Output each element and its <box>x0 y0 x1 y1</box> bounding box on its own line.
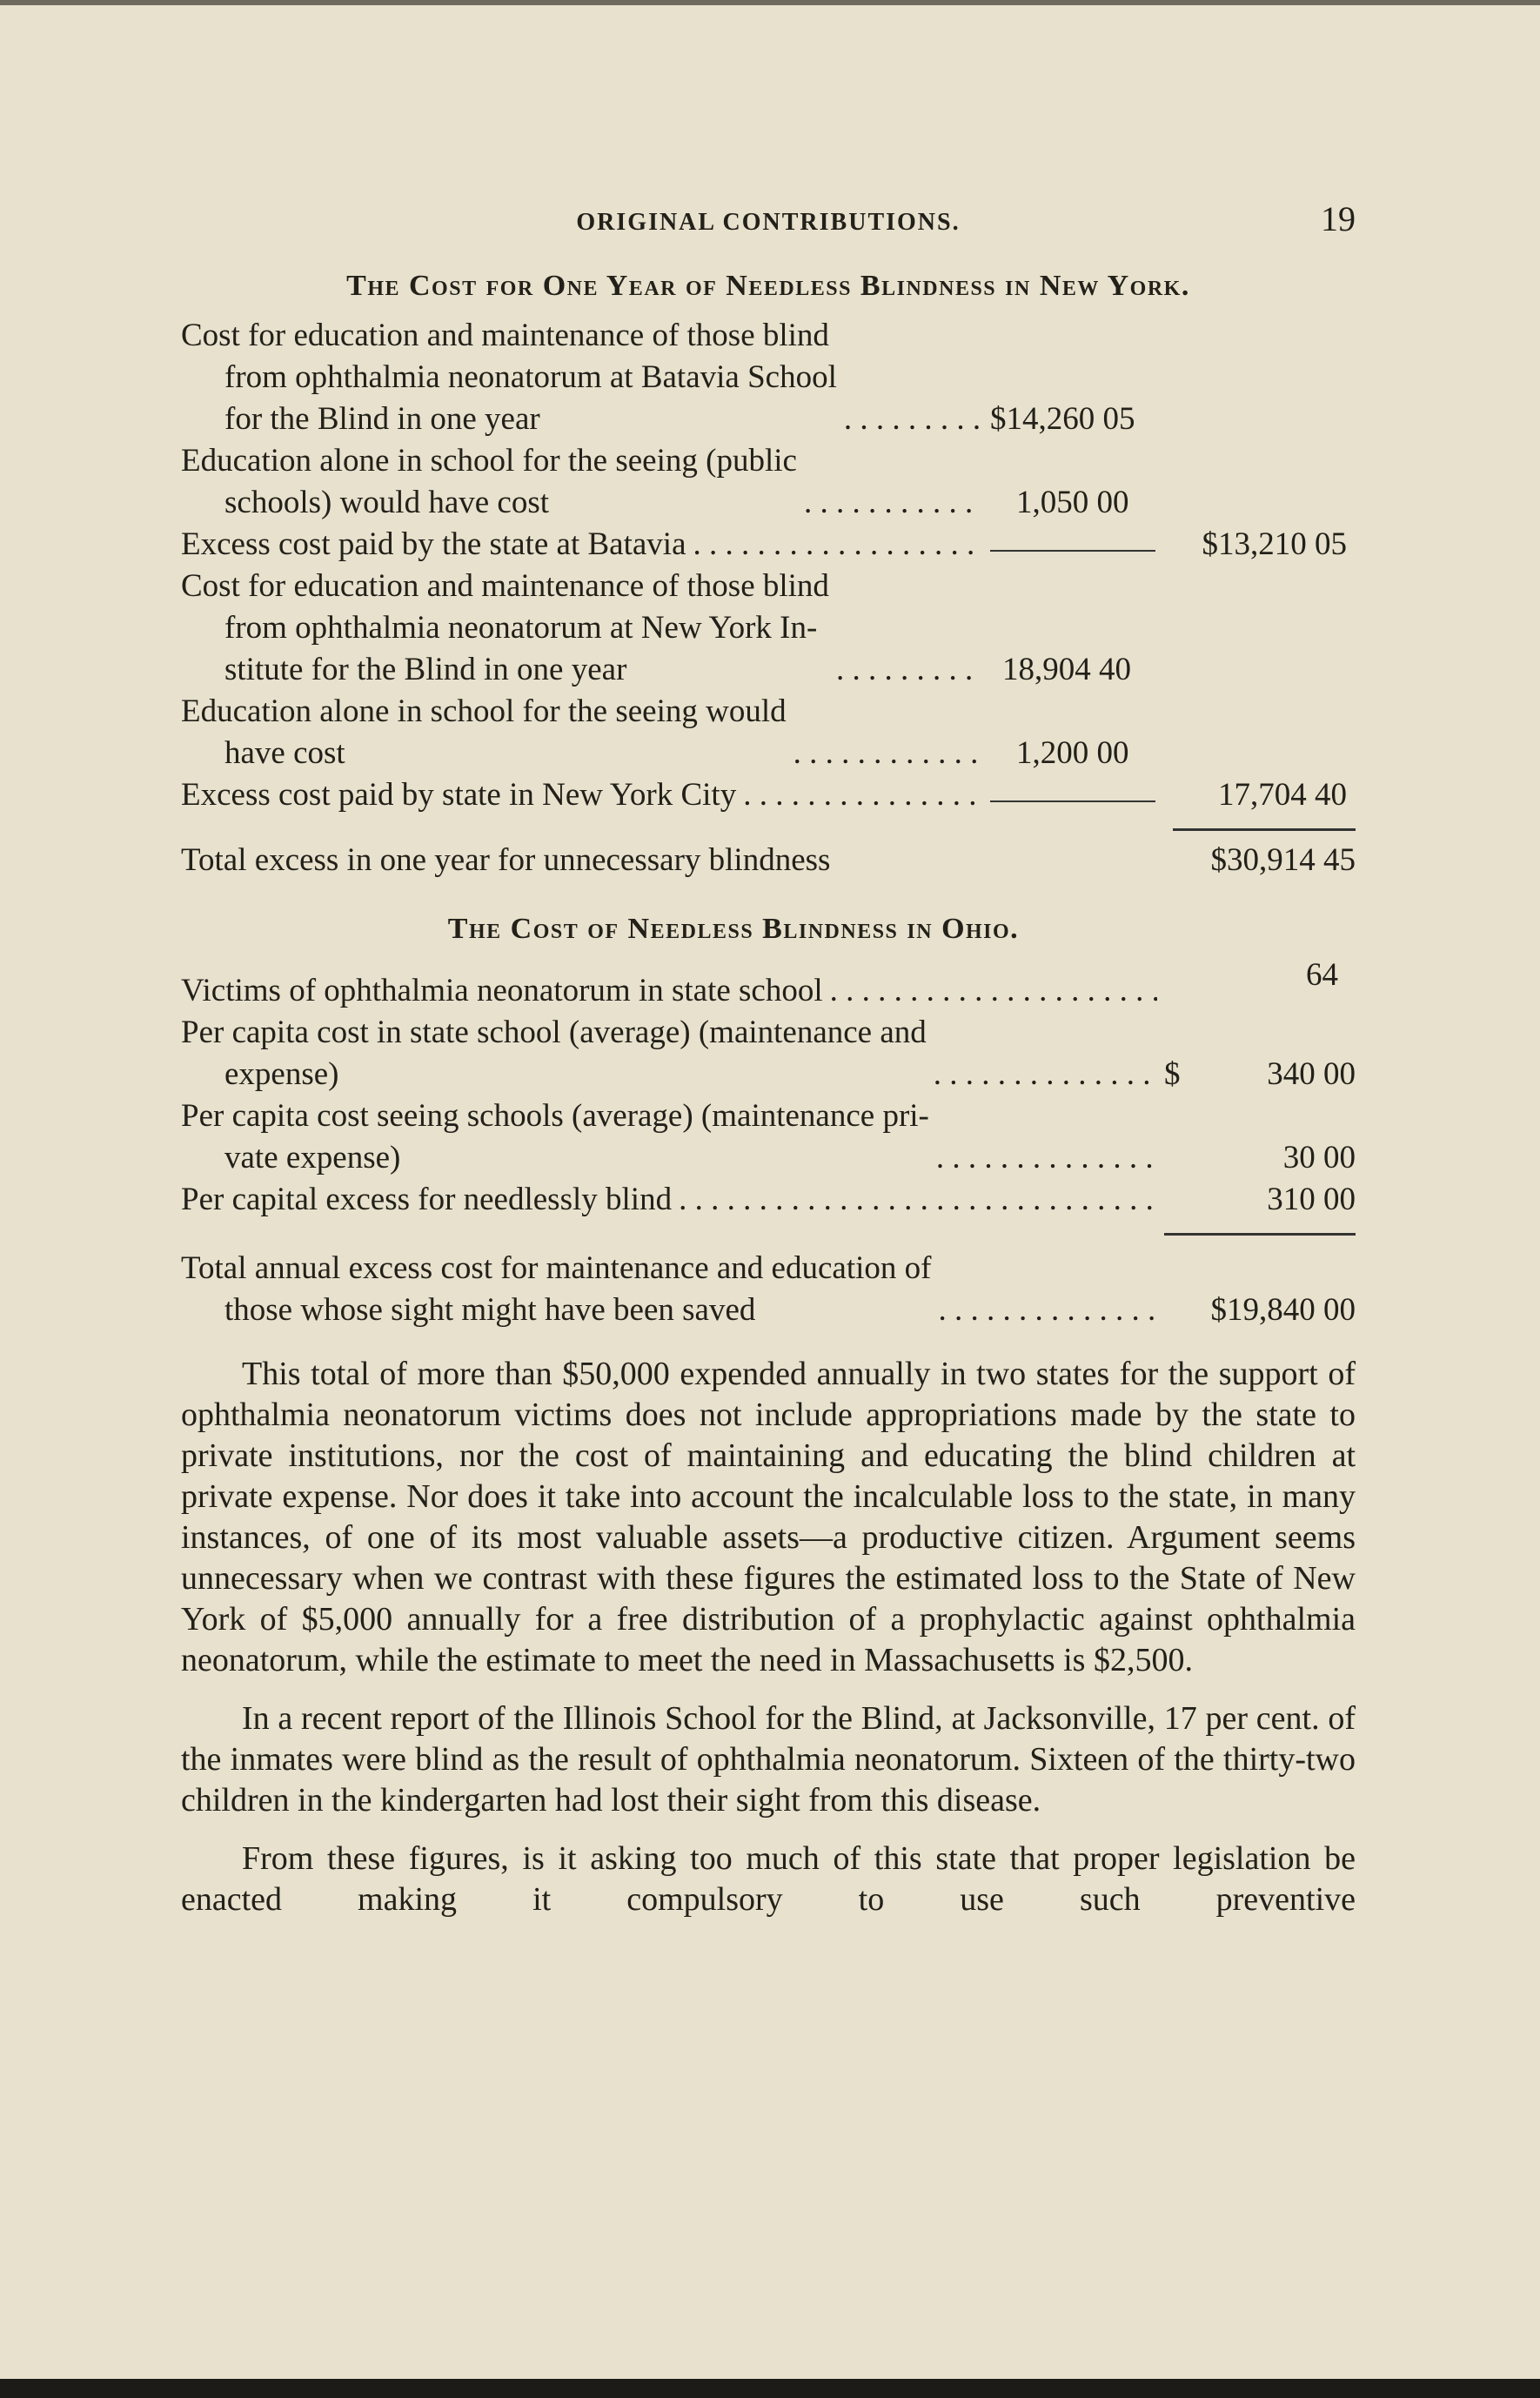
ny-row-value: $14,260 05 <box>990 401 1135 437</box>
dollar-sign: $ <box>1164 1056 1181 1092</box>
row-label-line: for the Blind in one year <box>224 401 540 437</box>
leader-dots <box>836 649 983 691</box>
row-label-line: Per capita cost in state school (average) (maintenance and <box>181 1015 927 1050</box>
ohio-row-value-text: 340 00 <box>1267 1056 1356 1092</box>
ohio-row-state-school <box>181 1012 1356 1095</box>
total-rule <box>1173 828 1356 831</box>
ny-row-nyc-cost <box>181 566 1356 691</box>
ohio-row-value-text: 64 <box>1306 957 1338 993</box>
row-label-line: those whose sight might have been saved <box>224 1292 756 1328</box>
row-label-line: Per capita cost seeing schools (average) (maintenance pri- <box>181 1098 929 1134</box>
ohio-total-row <box>181 1248 1356 1331</box>
ny-total-row <box>181 840 1356 881</box>
row-label-line: from ophthalmia neonatorum at New York In- <box>224 610 818 646</box>
ny-total-value: $30,914 45 <box>1210 842 1356 878</box>
paragraph: From these figures, is it asking too much of this state that proper legislation be enacted making it compulsory to use such preventive <box>181 1840 1356 1918</box>
row-label-line: stitute for the Blind in one year <box>224 652 627 687</box>
ohio-row-value: 310 00 <box>1267 1182 1356 1217</box>
leader-dots <box>934 1054 1157 1095</box>
ohio-row-value <box>1164 955 1356 996</box>
subtotal-rule <box>990 550 1155 552</box>
body-text <box>181 1354 1356 1920</box>
leader-dots <box>844 399 983 440</box>
ny-cost-table <box>181 315 1356 881</box>
leader-dots <box>743 774 983 816</box>
ny-row-value: 1,050 00 <box>1016 485 1129 520</box>
ny-row-batavia-cost <box>181 315 1356 440</box>
row-label-line: Per capital excess for needlessly blind <box>181 1182 673 1217</box>
ny-row-nyc-seeing <box>181 691 1356 774</box>
row-label-line: schools) would have cost <box>224 485 550 520</box>
leader-dots <box>938 1289 1157 1331</box>
row-label-line: Excess cost paid by the state at Batavia <box>181 526 686 562</box>
ny-row-value: 1,200 00 <box>1016 735 1129 771</box>
row-label-line: Victims of ophthalmia neonatorum in state school <box>181 973 823 1008</box>
ny-row-nyc-excess <box>181 774 1356 816</box>
ny-table-title: The Cost for One Year of Needless Blindness in New York. <box>346 270 1190 302</box>
row-label-line: from ophthalmia neonatorum at Batavia School <box>224 359 837 395</box>
paragraph: In a recent report of the Illinois School for the Blind, at Jacksonville, 17 per cent. of the inmates were blind as the result of ophthalmia neonatorum. Sixteen of the thirty-two children in the kindergarten had lost their sight from this disease. <box>181 1700 1356 1819</box>
leader-dots <box>693 524 983 566</box>
ohio-row-victims <box>181 955 1356 1012</box>
total-rule <box>1164 1233 1356 1236</box>
page-number: 19 <box>1321 199 1356 238</box>
row-label-line: Total annual excess cost for maintenance and education of <box>181 1250 932 1286</box>
row-label-line: Excess cost paid by state in New York City <box>181 777 737 813</box>
ohio-row-excess <box>181 1179 1356 1221</box>
scan-bottom-edge <box>0 2379 1540 2398</box>
row-label-line: Education alone in school for the seeing (public <box>181 443 797 479</box>
book-page <box>181 198 1356 1938</box>
leader-dots <box>936 1137 1157 1179</box>
ny-total-label: Total excess in one year for unnecessary blindness <box>181 842 831 878</box>
leader-dots <box>793 733 983 774</box>
leader-dots <box>679 1179 1157 1221</box>
row-label-line: Cost for education and maintenance of those blind <box>181 318 829 353</box>
row-label-line: have cost <box>224 735 345 771</box>
ny-row-total: 17,704 40 <box>1218 777 1347 813</box>
row-label-line: Education alone in school for the seeing would <box>181 693 787 729</box>
ny-row-value: 18,904 40 <box>1002 652 1131 687</box>
row-label-line: vate expense) <box>224 1140 401 1176</box>
paragraph: This total of more than $50,000 expended annually in two states for the support of ophthalmia neonatorum victims does not include appropriations made by the state to private institutions, nor the cost of maintaining and educating the blind children at private expense. Nor does it take into account the incalculable loss to the state, in many instances, of one of its most valuable assets—a productive citizen. Argument seems unnecessary when we contrast with these figures the estimated loss to the State of New York of $5,000 annually for a free distribution of a prophylactic against ophthalmia neonatorum, while the estimate to meet the need in Massachusetts is $2,500. <box>181 1356 1356 1678</box>
running-head: ORIGINAL CONTRIBUTIONS. <box>576 209 961 236</box>
ny-row-batavia-seeing <box>181 440 1356 524</box>
scan-top-edge <box>0 0 1540 5</box>
ny-row-total: $13,210 05 <box>1202 526 1347 562</box>
leader-dots <box>804 482 983 524</box>
page-header <box>181 198 1356 251</box>
ohio-table-title: The Cost of Needless Blindness in Ohio. <box>447 913 1020 945</box>
ohio-row-value <box>1164 1054 1356 1095</box>
ohio-total-value: $19,840 00 <box>1210 1292 1356 1328</box>
leader-dots <box>830 970 1157 1012</box>
ohio-cost-table <box>181 955 1356 1331</box>
ohio-row-value: 30 00 <box>1282 1140 1356 1176</box>
row-label-line: Cost for education and maintenance of those blind <box>181 568 829 604</box>
row-label-line: expense) <box>224 1056 339 1092</box>
subtotal-rule <box>990 800 1155 802</box>
ny-row-batavia-excess <box>181 524 1356 566</box>
ohio-row-seeing-schools <box>181 1095 1356 1179</box>
